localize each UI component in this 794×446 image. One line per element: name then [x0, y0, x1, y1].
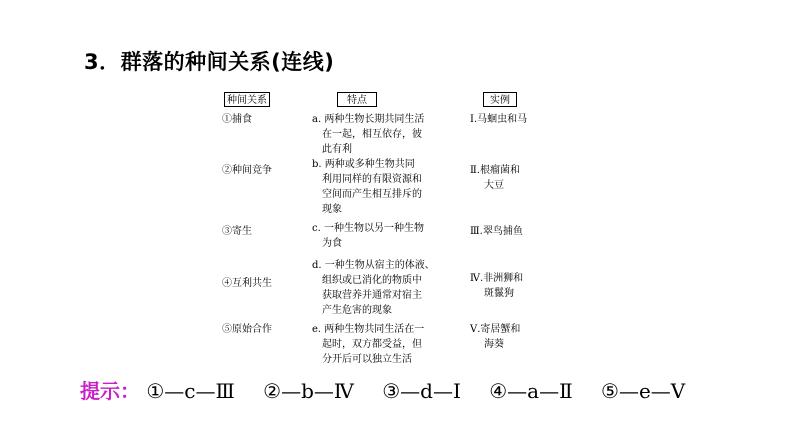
relation-item: ③寄生 [222, 226, 252, 237]
example-3 [470, 224, 523, 239]
feature-line: 组织或已消化的物质中 [322, 275, 422, 286]
feature-line: 产生危害的现象 [322, 305, 392, 316]
feature-line: e. 两种生物共同生活在一 [312, 324, 425, 335]
answer-hint [80, 375, 707, 404]
example-2 [470, 163, 520, 193]
header-feature: 特点 [337, 92, 377, 107]
feature-c [312, 221, 424, 251]
header-relation: 种间关系 [224, 92, 270, 107]
feature-line: b. 两种或多种生物共同 [312, 159, 415, 170]
feature-line: 分开后可以独立生活 [322, 354, 412, 365]
feature-line: 在一起，相互依存，彼 [322, 129, 422, 140]
feature-a [312, 112, 424, 157]
relation-item: ①捕食 [222, 114, 252, 125]
hint-answer: ①—c—Ⅲ [146, 379, 235, 403]
feature-line: a. 两种生物长期共同生活 [312, 114, 425, 125]
feature-line: 为食 [322, 238, 342, 249]
hint-answer: ②—b—Ⅳ [263, 379, 354, 403]
feature-line: 此有利 [322, 144, 352, 155]
feature-line: 利用同样的有限资源和 [322, 174, 422, 185]
example-line: 海葵 [484, 339, 504, 350]
example-5 [470, 322, 520, 352]
hint-label: 提示： [80, 379, 140, 403]
hint-answer: ③—d—Ⅰ [382, 379, 461, 403]
example-line: 大豆 [484, 180, 504, 191]
hint-answer: ⑤—e—Ⅴ [601, 379, 686, 403]
feature-line: 起时，双方都受益，但 [322, 339, 422, 350]
example-line: Ⅰ.马蛔虫和马 [470, 114, 528, 125]
feature-line: 获取营养并通常对宿主 [322, 290, 422, 301]
feature-line: 空间而产生相互排斥的 [322, 189, 422, 200]
section-title: 3．群落的种间关系(连线) [84, 50, 335, 74]
relation-item: ④互利共生 [222, 278, 272, 289]
feature-line: 现象 [322, 204, 342, 215]
example-line: Ⅱ.根瘤菌和 [470, 165, 520, 176]
header-example: 实例 [483, 92, 517, 107]
feature-line: d. 一种生物从宿主的体液、 [312, 260, 435, 271]
feature-e [312, 322, 424, 367]
relation-item: ⑤原始合作 [222, 324, 272, 335]
hint-answer: ④—a—Ⅱ [489, 379, 573, 403]
example-line: Ⅲ.翠鸟捕鱼 [470, 226, 523, 237]
example-4 [470, 271, 523, 301]
example-1 [470, 112, 527, 127]
feature-line: c. 一种生物以另一种生物 [312, 223, 424, 234]
example-line: 斑鬣狗 [484, 288, 514, 299]
feature-b [312, 157, 422, 217]
feature-d [312, 258, 435, 318]
example-line: Ⅳ.非洲狮和 [470, 273, 524, 284]
relation-item: ②种间竞争 [222, 165, 272, 176]
example-line: Ⅴ.寄居蟹和 [470, 324, 521, 335]
